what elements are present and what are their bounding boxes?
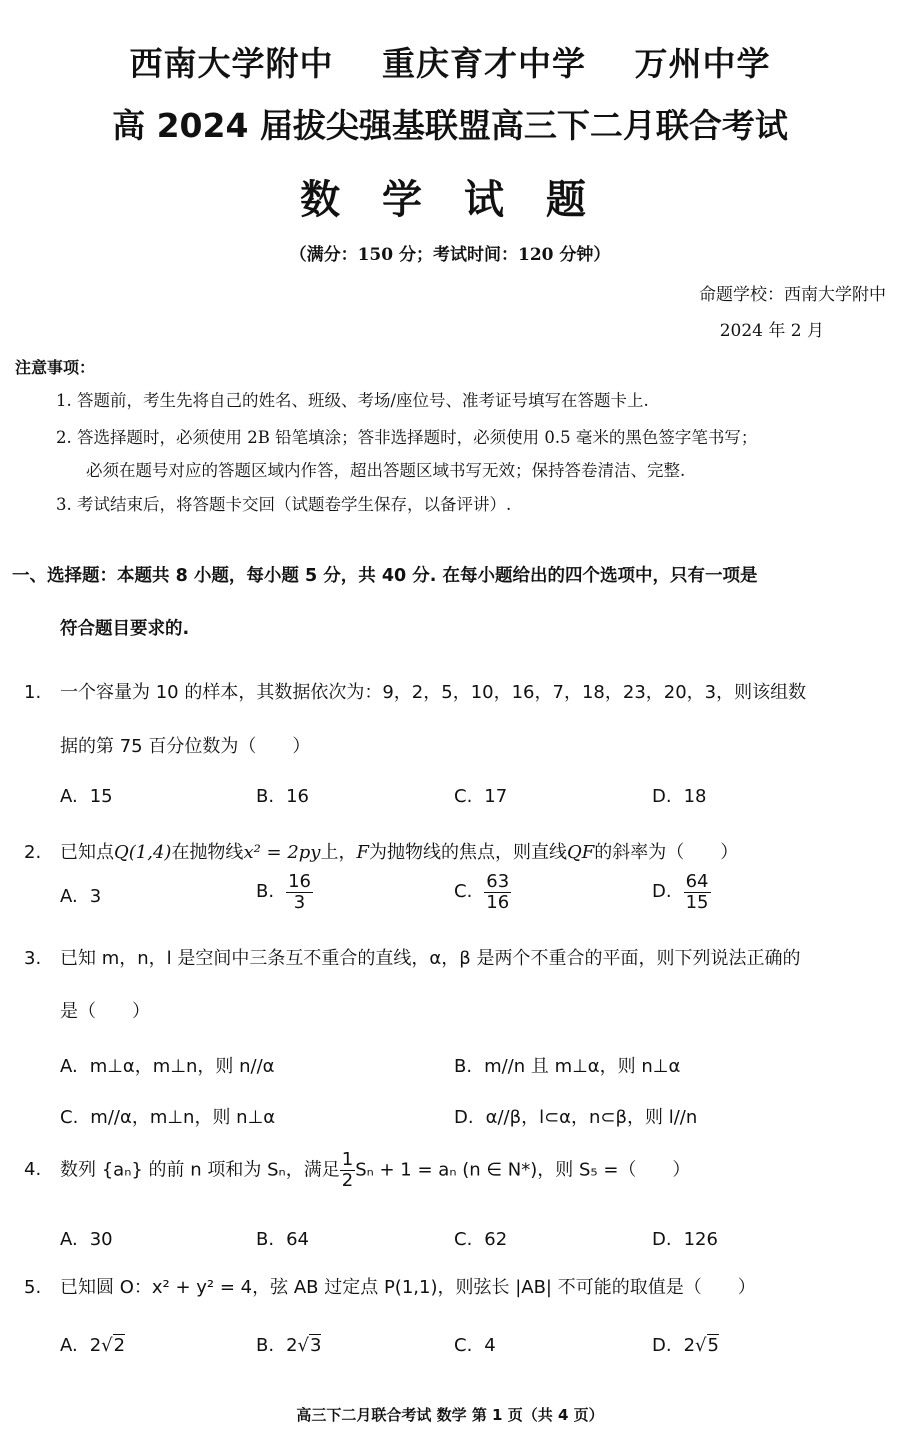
- note-2: 2. 答选择题时，必须使用 2B 铅笔填涂；答非选择题时，必须使用 0.5 毫米的黑色签字笔书写；: [56, 428, 758, 447]
- school-2: 重庆育才中学: [382, 44, 586, 83]
- question-3-continued: 是（ ）: [60, 1001, 150, 1022]
- setter-school: 命题学校：西南大学附中: [699, 285, 886, 305]
- option-b: B. $\frac{16}{3}$: [256, 871, 311, 913]
- question-3: 3. 已知 m，n，l 是空间中三条互不重合的直线，α，β 是两个不重合的平面，则下列说法正确的: [24, 948, 801, 969]
- section-heading-continued: 符合题目要求的.: [60, 619, 190, 639]
- option-b: B. 64: [256, 1229, 309, 1250]
- option-d: D. 2√5: [652, 1335, 719, 1356]
- fraction-half: $\frac{1}{2}$: [341, 1149, 354, 1191]
- school-3: 万州中学: [634, 44, 771, 83]
- exam-date: 2024 年 2 月: [719, 321, 824, 341]
- option-a: A. 15: [60, 786, 113, 807]
- option-c: C. $\frac{63}{16}$: [454, 871, 510, 913]
- option-c: C. 17: [454, 786, 508, 807]
- point-q: Q(1,4): [114, 842, 172, 863]
- school-names: [0, 38, 900, 85]
- note-2-continued: 必须在题号对应的答题区域内作答，超出答题区域书写无效；保持答卷清洁、完整.: [86, 461, 686, 480]
- school-1: 西南大学附中: [129, 44, 334, 83]
- option-c: C. m//α，m⊥n，则 n⊥α: [60, 1107, 276, 1128]
- question-number: 1.: [24, 682, 42, 703]
- option-d: D. 18: [652, 786, 707, 807]
- option-a: A. 30: [60, 1229, 113, 1250]
- section-heading: 一、选择题：本题共 8 小题，每小题 5 分，共 40 分. 在每小题给出的四个选项中，只有一项是: [12, 566, 758, 586]
- option-b: B. 16: [256, 786, 309, 807]
- option-a: A. 3: [60, 886, 102, 907]
- note-3: 3. 考试结束后，将答题卡交回（试题卷学生保存，以备评讲）.: [56, 495, 512, 514]
- fraction: $\frac{64}{15}$: [685, 871, 709, 913]
- fraction: $\frac{63}{16}$: [486, 871, 510, 913]
- question-1: [24, 678, 806, 704]
- option-d: D. $\frac{64}{15}$: [652, 871, 709, 913]
- option-c: C. 62: [454, 1229, 508, 1250]
- question-4: 4. 数列 {aₙ} 的前 n 项和为 Sₙ，满足 $\frac{1}{2}$ Sₙ + 1 = aₙ (n ∈ N*)，则 S₅ =（ ）: [24, 1149, 691, 1191]
- exam-name: 高 2024 届拔尖强基联盟高三下二月联合考试: [112, 106, 788, 145]
- subject-title: 数 学 试 题: [300, 177, 600, 223]
- option-d: D. α//β，l⊂α，n⊂β，则 l//n: [454, 1107, 698, 1128]
- question-1-continued: 据的第 75 百分位数为（ ）: [60, 736, 311, 757]
- option-a: A. m⊥α，m⊥n，则 n//α: [60, 1056, 275, 1077]
- option-c: C. 4: [454, 1335, 496, 1356]
- option-a: A. 2√2: [60, 1335, 126, 1356]
- fraction: $\frac{16}{3}$: [288, 871, 311, 913]
- question-2: 2. 已知点Q(1,4)在抛物线x² = 2py上，F为抛物线的焦点，则直线QF的斜率为（ ）: [24, 842, 739, 863]
- notes-heading: 注意事项：: [15, 358, 96, 377]
- question-5: 5. 已知圆 O：x² + y² = 4，弦 AB 过定点 P(1,1)，则弦长 |AB| 不可能的取值是（ ）: [24, 1277, 756, 1298]
- option-b: B. m//n 且 m⊥α，则 n⊥α: [454, 1056, 681, 1077]
- page-footer: 高三下二月联合考试 数学 第 1 页（共 4 页）: [296, 1406, 604, 1424]
- option-d: D. 126: [652, 1229, 718, 1250]
- question-text: 一个容量为 10 的样本，其数据依次为：9，2，5，10，16，7，18，23，20，3，则该组数: [60, 682, 807, 703]
- score-info: （满分：150 分；考试时间：120 分钟）: [289, 245, 611, 265]
- parabola-equation: x² = 2py: [243, 842, 321, 863]
- note-1: 1. 答题前，考生先将自己的姓名、班级、考场/座位号、准考证号填写在答题卡上.: [56, 391, 649, 410]
- option-b: B. 2√3: [256, 1335, 322, 1356]
